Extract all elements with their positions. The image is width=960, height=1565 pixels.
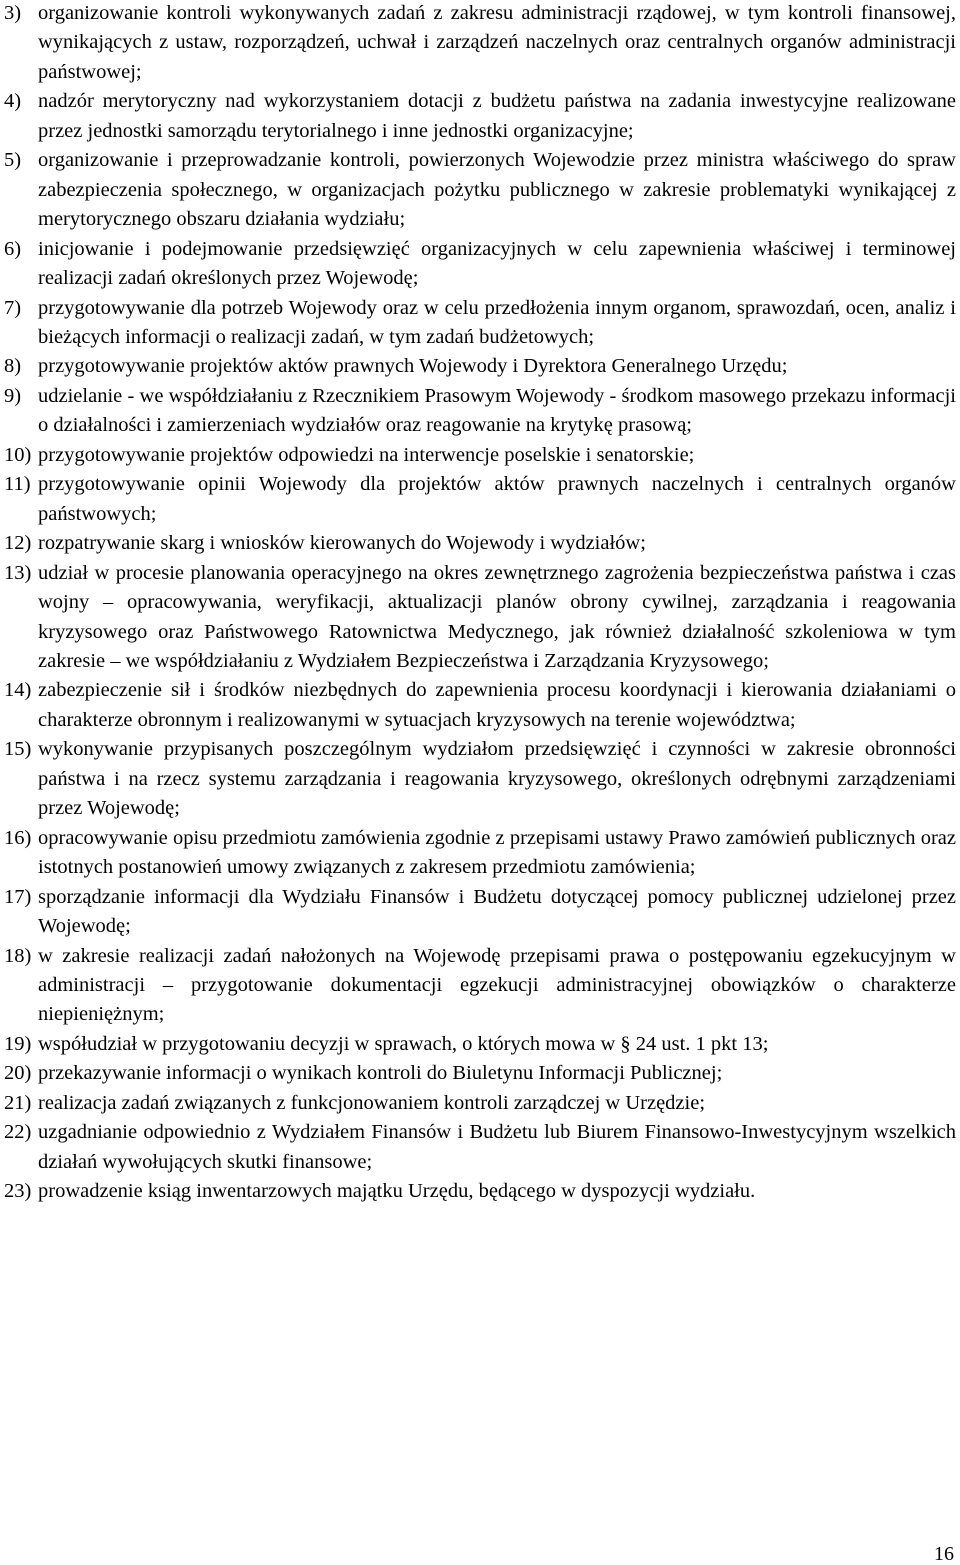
- list-item: [4, 529, 956, 558]
- item-text: wykonywanie przypisanych poszczególnym wydziałom przedsięwzięć i czynności w zakresie obronności państwa i na rzecz systemu zarządzania i reagowania kryzysowego, określonych odrębnymi zarządzeniami przez Wojewodę;: [38, 738, 956, 820]
- task-list: [4, 0, 956, 1207]
- list-item: [4, 146, 956, 234]
- item-text: nadzór merytoryczny nad wykorzystaniem dotacji z budżetu państwa na zadania inwestycyjne realizowane przez jednostki samorządu terytorialnego i inne jednostki organizacyjne;: [38, 90, 956, 142]
- list-item: [4, 1118, 956, 1177]
- item-number: 18): [4, 944, 32, 967]
- item-text: przekazywanie informacji o wynikach kontroli do Biuletynu Informacji Publicznej;: [38, 1062, 723, 1085]
- list-item: [4, 235, 956, 294]
- item-number: 4): [4, 90, 22, 113]
- list-item: [4, 382, 956, 441]
- item-number: 23): [4, 1180, 32, 1203]
- item-number: 22): [4, 1121, 32, 1144]
- item-text: przygotowywanie opinii Wojewody dla projektów aktów prawnych naczelnych i centralnych organów państwowych;: [38, 473, 956, 525]
- item-text: inicjowanie i podejmowanie przedsięwzięć organizacyjnych w celu zapewnienia właściwej i terminowej realizacji zadań określonych przez Wojewodę;: [38, 237, 956, 290]
- item-number: 11): [4, 473, 31, 496]
- list-item: [4, 352, 956, 381]
- item-number: 16): [4, 826, 32, 849]
- item-number: 21): [4, 1091, 32, 1114]
- item-number: 20): [4, 1062, 32, 1085]
- page-number: 16: [934, 1543, 954, 1565]
- item-text: zabezpieczenie sił i środków niezbędnych do zapewnienia procesu koordynacji i kierowania działaniami o charakterze obronnym i realizowanymi w sytuacjach kryzysowych na terenie województwa;: [38, 679, 956, 731]
- list-item: [4, 883, 956, 942]
- list-item: [4, 470, 956, 529]
- list-item: [4, 0, 956, 87]
- item-text: udział w procesie planowania operacyjnego na okres zewnętrznego zagrożenia bezpieczeństwa państwa i czas wojny – opracowywania, weryfikacji, aktualizacji planów obrony cywilnej, zarządzania i reagowania kryzysowego oraz Państwowego Ratownictwa Medycznego, jak również działalność szkoleniowa w tym zakresie – we współdziałaniu z Wydziałem Bezpieczeństwa i Zarządzania Kryzysowego;: [38, 561, 956, 672]
- item-number: 12): [4, 532, 32, 555]
- list-item: [4, 559, 956, 677]
- item-text: rozpatrywanie skarg i wniosków kierowanych do Wojewody i wydziałów;: [38, 532, 646, 555]
- list-item: [4, 87, 956, 146]
- item-number: 17): [4, 885, 32, 908]
- list-item: [4, 942, 956, 1030]
- item-number: 14): [4, 679, 32, 702]
- item-text: przygotowywanie dla potrzeb Wojewody oraz w celu przedłożenia innym organom, sprawozdań, ocen, analiz i bieżących informacji o realizacji zadań, w tym zadań budżetowych;: [38, 296, 956, 348]
- item-text: współudział w przygotowaniu decyzji w sprawach, o których mowa w § 24 ust. 1 pkt 13;: [38, 1032, 769, 1055]
- item-text: organizowanie kontroli wykonywanych zadań z zakresu administracji rządowej, w tym kontroli finansowej, wynikających z ustaw, rozporządzeń, uchwał i zarządzeń naczelnych oraz centralnych organów administracji państwowej;: [38, 2, 956, 83]
- item-number: 5): [4, 149, 22, 172]
- item-number: 15): [4, 738, 32, 761]
- item-text: realizacja zadań związanych z funkcjonowaniem kontroli zarządczej w Urzędzie;: [38, 1091, 706, 1114]
- list-item: [4, 1030, 956, 1059]
- item-number: 7): [4, 296, 22, 319]
- list-item: [4, 735, 956, 823]
- item-number: 13): [4, 561, 32, 584]
- item-number: 9): [4, 384, 22, 407]
- item-text: przygotowywanie projektów odpowiedzi na interwencje poselskie i senatorskie;: [38, 443, 695, 466]
- item-text: sporządzanie informacji dla Wydziału Finansów i Budżetu dotyczącej pomocy publicznej udzielonej przez Wojewodę;: [38, 885, 956, 938]
- item-text: w zakresie realizacji zadań nałożonych na Wojewodę przepisami prawa o postępowaniu egzekucyjnym w administracji – przygotowanie dokumentacji egzekucji administracyjnej obowiązków o charakterze niepieniężnym;: [38, 944, 956, 1026]
- list-item: [4, 441, 956, 470]
- item-text: uzgadnianie odpowiednio z Wydziałem Finansów i Budżetu lub Biurem Finansowo-Inwestycyjnym wszelkich działań wywołujących skutki finansowe;: [38, 1121, 956, 1173]
- item-text: prowadzenie ksiąg inwentarzowych majątku Urzędu, będącego w dyspozycji wydziału.: [38, 1180, 756, 1203]
- item-text: udzielanie - we współdziałaniu z Rzecznikiem Prasowym Wojewody - środkom masowego przekazu informacji o działalności i zamierzeniach wydziałów oraz reagowanie na krytykę prasową;: [38, 384, 956, 437]
- item-text: przygotowywanie projektów aktów prawnych Wojewody i Dyrektora Generalnego Urzędu;: [38, 355, 788, 378]
- item-number: 3): [4, 2, 22, 24]
- list-item: [4, 1177, 956, 1206]
- list-item: [4, 824, 956, 883]
- item-number: 6): [4, 237, 22, 260]
- list-item: [4, 294, 956, 353]
- item-number: 19): [4, 1032, 32, 1055]
- item-text: organizowanie i przeprowadzanie kontroli, powierzonych Wojewodzie przez ministra właściwego do spraw zabezpieczenia społecznego, w organizacjach pożytku publicznego w zakresie problematyki wynikającej z merytorycznego obszaru działania wydziału;: [38, 149, 956, 231]
- item-number: 10): [4, 443, 32, 466]
- list-item: [4, 676, 956, 735]
- item-text: opracowywanie opisu przedmiotu zamówienia zgodnie z przepisami ustawy Prawo zamówień publicznych oraz istotnych postanowień umowy związanych z zakresem przedmiotu zamówienia;: [38, 826, 956, 879]
- list-item: [4, 1089, 956, 1118]
- list-item: [4, 1059, 956, 1088]
- item-number: 8): [4, 355, 22, 378]
